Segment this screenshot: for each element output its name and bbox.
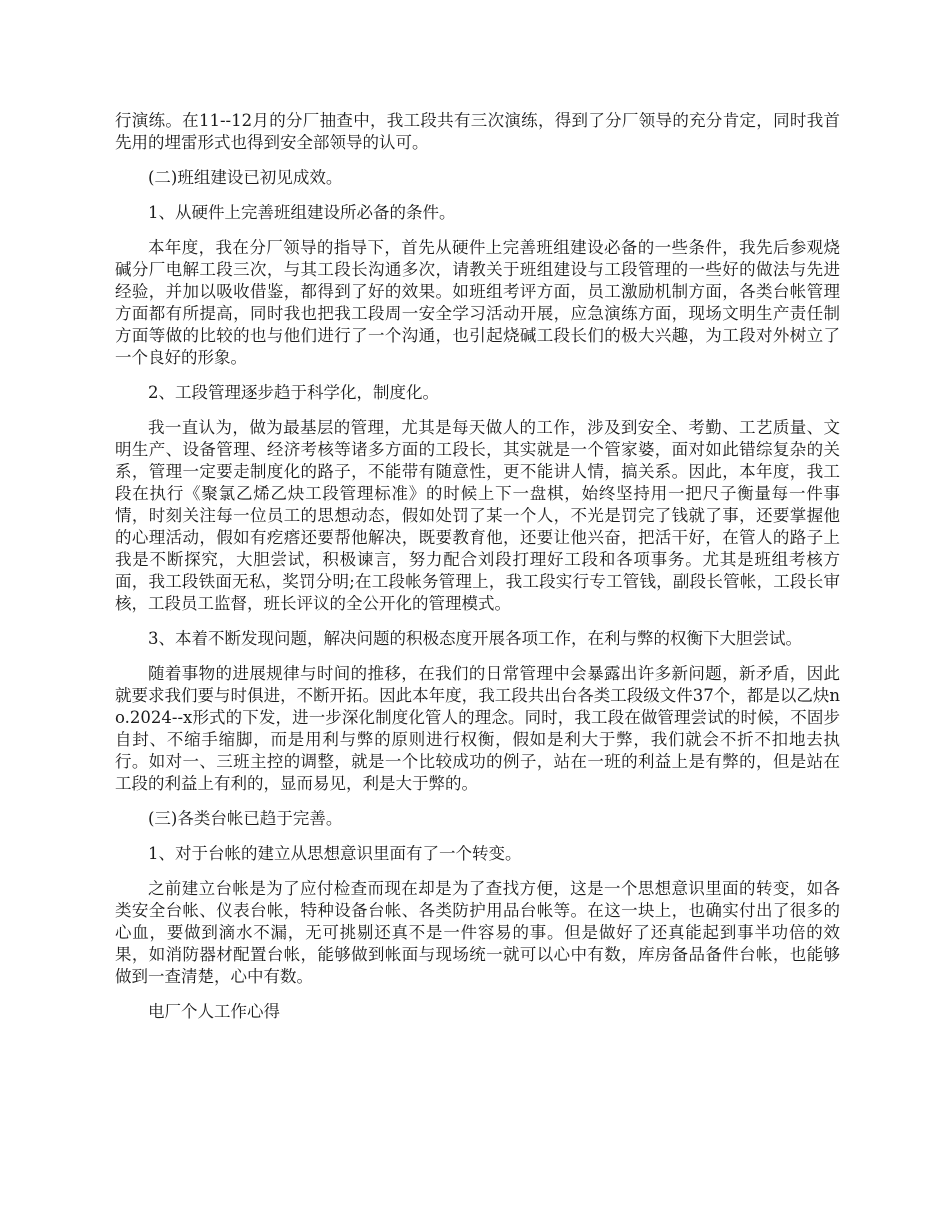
closing-title: 电厂个人工作心得 [148, 1002, 280, 1021]
paragraph-drill-continuation: 行演练。在11--12月的分厂抽查中，我工段共有三次演练，得到了分厂领导的充分肯定，同时我首先用的埋雷形式也得到安全部领导的认可。 [115, 111, 840, 152]
paragraph-hardware-conditions: 本年度，我在分厂领导的指导下，首先从硬件上完善班组建设必备的一些条件，我先后参观烧碱分厂电解工段三次，与其工段长沟通多次，请教关于班组建设与工段管理的一些好的做法与先进经验，并加以吸收借鉴，都得到了好的效果。如班组考评方面，员工激励机制方面，各类台帐管理方面都有所提高，同时我也把我工段周一安全学习活动开展，应急演练方面，现场文明生产责任制方面等做的比较的也与他们进行了一个沟通，也引起烧碱工段长们的极大兴趣，为工段对外树立了一个良好的形象。 [115, 238, 840, 367]
paragraph-ledger-mindset: 之前建立台帐是为了应付检查而现在却是为了查找方便，这是一个思想意识里面的转变，如各类安全台帐、仪表台帐，特种设备台帐、各类防护用品台帐等。在这一块上，也确实付出了很多的心血，要做到滴水不漏，无可挑剔还真不是一件容易的事。但是做好了还真能起到事半功倍的效果，如消防器材配置台帐，能够做到帐面与现场统一就可以心中有数，库房备品备件台帐，也能够做到一查清楚，心中有数。 [115, 879, 840, 986]
subheading-hardware-conditions: 1、从硬件上完善班组建设所必备的条件。 [148, 203, 456, 222]
document-page [115, 110, 840, 1036]
subheading-scientific-management: 2、工段管理逐步趋于科学化，制度化。 [148, 383, 439, 402]
paragraph-scientific-management: 我一直认为，做为最基层的管理，尤其是每天做人的工作，涉及到安全、考勤、工艺质量、文明生产、设备管理、经济考核等诸多方面的工段长，其实就是一个管家婆，面对如此错综复杂的关系，管理一定要走制度化的路子，不能带有随意性，更不能讲人情，搞关系。因此，本年度，我工段在执行《聚氯乙烯乙炔工段管理标准》的时候上下一盘棋，始终坚持用一把尺子衡量每一件事情，时刻关注每一位员工的思想动态，假如处罚了某一个人，不光是罚完了钱就了事，还要掌握他的心理活动，假如有疙瘩还要帮他解决，既要教育他，还要让他兴奋，把活干好，在管人的路子上我是不断探究，大胆尝试，积极谏言，努力配合刘段打理好工段和各项事务。尤其是班组考核方面，我工段铁面无私，奖罚分明;在工段帐务管理上，我工段实行专工管钱，副段长管帐，工段长审核，工段员工监督，班长评议的全公开化的管理模式。 [115, 418, 840, 613]
paragraph-problem-solving: 随着事物的进展规律与时间的推移，在我们的日常管理中会暴露出许多新问题，新矛盾，因此就要求我们要与时俱进，不断开拓。因此本年度，我工段共出台各类工段级文件37个，都是以乙炔no.2024--x形式的下发，进一步深化制度化管人的理念。同时，我工段在做管理尝试的时候，不固步自封、不缩手缩脚，而是用利与弊的原则进行权衡，假如是利大于弊，我们就会不折不扣地去执行。如对一、三班主控的调整，就是一个比较成功的例子，站在一班的利益上是有弊的，但是站在工段的利益上有利的，显而易见，利是大于弊的。 [115, 664, 840, 793]
section-heading-ledgers: (三)各类台帐已趋于完善。 [148, 809, 343, 828]
subheading-ledger-mindset: 1、对于台帐的建立从思想意识里面有了一个转变。 [148, 844, 522, 863]
section-heading-team-building: (二)班组建设已初见成效。 [148, 168, 343, 187]
subheading-problem-solving: 3、本着不断发现问题，解决问题的积极态度开展各项工作，在利与弊的权衡下大胆尝试。 [148, 629, 802, 648]
